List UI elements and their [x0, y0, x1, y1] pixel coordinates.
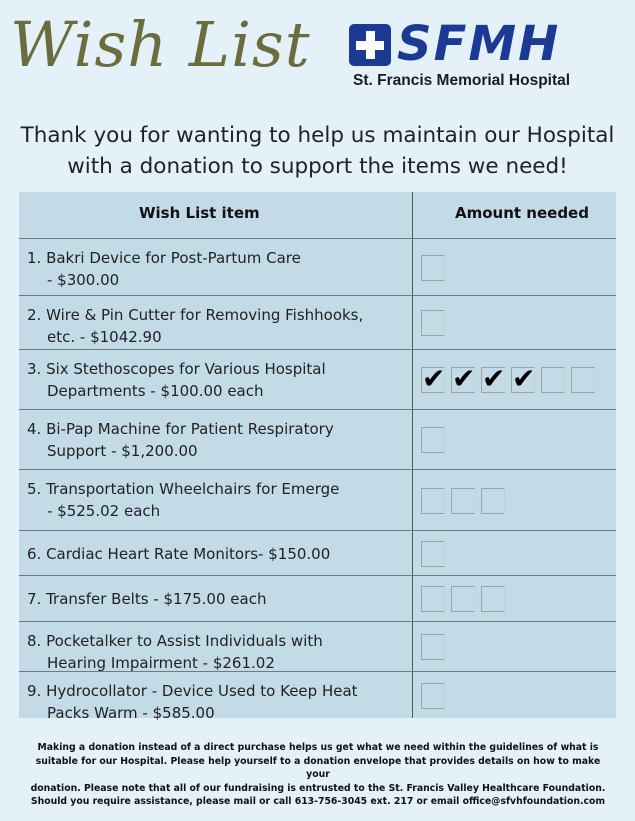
- logo-text: SFMH: [397, 16, 561, 72]
- amount-checkboxes: [421, 634, 445, 660]
- checked-box[interactable]: [511, 367, 535, 393]
- logo-subtitle: St. Francis Memorial Hospital: [353, 72, 571, 89]
- empty-checkbox[interactable]: [481, 488, 505, 514]
- item-description: [27, 478, 404, 522]
- item-name: 6. Cardiac Heart Rate Monitors- $150.00: [27, 544, 331, 563]
- empty-checkbox[interactable]: [421, 488, 445, 514]
- checked-box[interactable]: [421, 367, 445, 393]
- table-row: [19, 530, 616, 576]
- item-description: [27, 304, 404, 348]
- cross-icon: [349, 24, 391, 66]
- empty-checkbox[interactable]: [421, 586, 445, 612]
- table-row: [19, 469, 616, 531]
- item-name: 8. Pocketalker to Assist Individuals with: [27, 632, 323, 650]
- footer-line-2: suitable for our Hospital. Please help yourself to a donation envelope that provides details on how to make your: [35, 755, 601, 780]
- empty-checkbox[interactable]: [421, 255, 445, 281]
- table-row: [19, 409, 616, 470]
- item-name: 5. Transportation Wheelchairs for Emerge: [27, 480, 340, 498]
- item-description: [27, 680, 404, 724]
- empty-checkbox[interactable]: [481, 586, 505, 612]
- table-row: [19, 349, 616, 410]
- item-description: [27, 418, 404, 462]
- item-description: [27, 630, 404, 674]
- intro-text: [0, 120, 635, 182]
- amount-checkboxes: [421, 683, 445, 709]
- item-name: 9. Hydrocollator - Device Used to Keep Heat: [27, 682, 358, 700]
- item-price: - $525.02 each: [47, 502, 161, 520]
- checked-box[interactable]: [451, 367, 475, 393]
- item-description: [27, 588, 404, 610]
- column-header-item: Wish List item: [139, 204, 260, 222]
- footer-line-1: Making a donation instead of a direct purchase helps us get what we need within the guidelines of what is: [37, 742, 599, 753]
- amount-checkboxes: [421, 488, 505, 514]
- empty-checkbox[interactable]: [571, 367, 595, 393]
- amount-checkboxes: [421, 310, 445, 336]
- footer-line-3: donation. Please note that all of our fundraising is entrusted to the St. Francis Valley Healthcare Foundation.: [30, 782, 606, 794]
- empty-checkbox[interactable]: [421, 541, 445, 567]
- item-price: etc. - $1042.90: [47, 328, 162, 346]
- checked-box[interactable]: [481, 367, 505, 393]
- wish-list-table: [19, 192, 616, 722]
- item-name: 4. Bi-Pap Machine for Patient Respiratory: [27, 420, 334, 438]
- intro-line-2: with a donation to support the items we need!: [67, 154, 568, 179]
- empty-checkbox[interactable]: [421, 427, 445, 453]
- table-row: [19, 575, 616, 622]
- footer-note: [28, 741, 608, 809]
- amount-checkboxes: [421, 427, 445, 453]
- footer-line-4: Should you require assistance, please mail or call 613-756-3045 ext. 217 or email office@sfvhfoundation.com: [30, 796, 606, 807]
- empty-checkbox[interactable]: [421, 310, 445, 336]
- amount-checkboxes: [421, 255, 445, 281]
- item-price: Support - $1,200.00: [47, 442, 198, 460]
- empty-checkbox[interactable]: [541, 367, 565, 393]
- amount-checkboxes: [421, 541, 445, 567]
- table-row: [19, 238, 616, 296]
- table-row: [19, 621, 616, 672]
- amount-checkboxes: [421, 367, 595, 393]
- empty-checkbox[interactable]: [421, 683, 445, 709]
- item-price: - $300.00: [47, 271, 120, 289]
- amount-checkboxes: [421, 586, 505, 612]
- item-name: 7. Transfer Belts - $175.00 each: [27, 590, 267, 608]
- empty-checkbox[interactable]: [451, 488, 475, 514]
- item-description: [27, 358, 404, 402]
- table-row: [19, 295, 616, 350]
- item-name: 2. Wire & Pin Cutter for Removing Fishhooks,: [27, 306, 364, 324]
- item-name: 1. Bakri Device for Post-Partum Care: [27, 249, 301, 267]
- item-name: 3. Six Stethoscopes for Various Hospital: [27, 360, 326, 378]
- column-header-amount: Amount needed: [455, 204, 589, 222]
- item-description: [27, 247, 404, 291]
- empty-checkbox[interactable]: [451, 586, 475, 612]
- page-title: Wish List: [10, 8, 311, 81]
- empty-checkbox[interactable]: [421, 634, 445, 660]
- item-price: Hearing Impairment - $261.02: [47, 654, 275, 672]
- item-price: Packs Warm - $585.00: [47, 704, 215, 722]
- table-row: [19, 671, 616, 722]
- intro-line-1: Thank you for wanting to help us maintain our Hospital: [20, 123, 615, 148]
- item-price: Departments - $100.00 each: [47, 382, 264, 400]
- hospital-logo: [349, 16, 621, 96]
- item-description: [27, 543, 404, 565]
